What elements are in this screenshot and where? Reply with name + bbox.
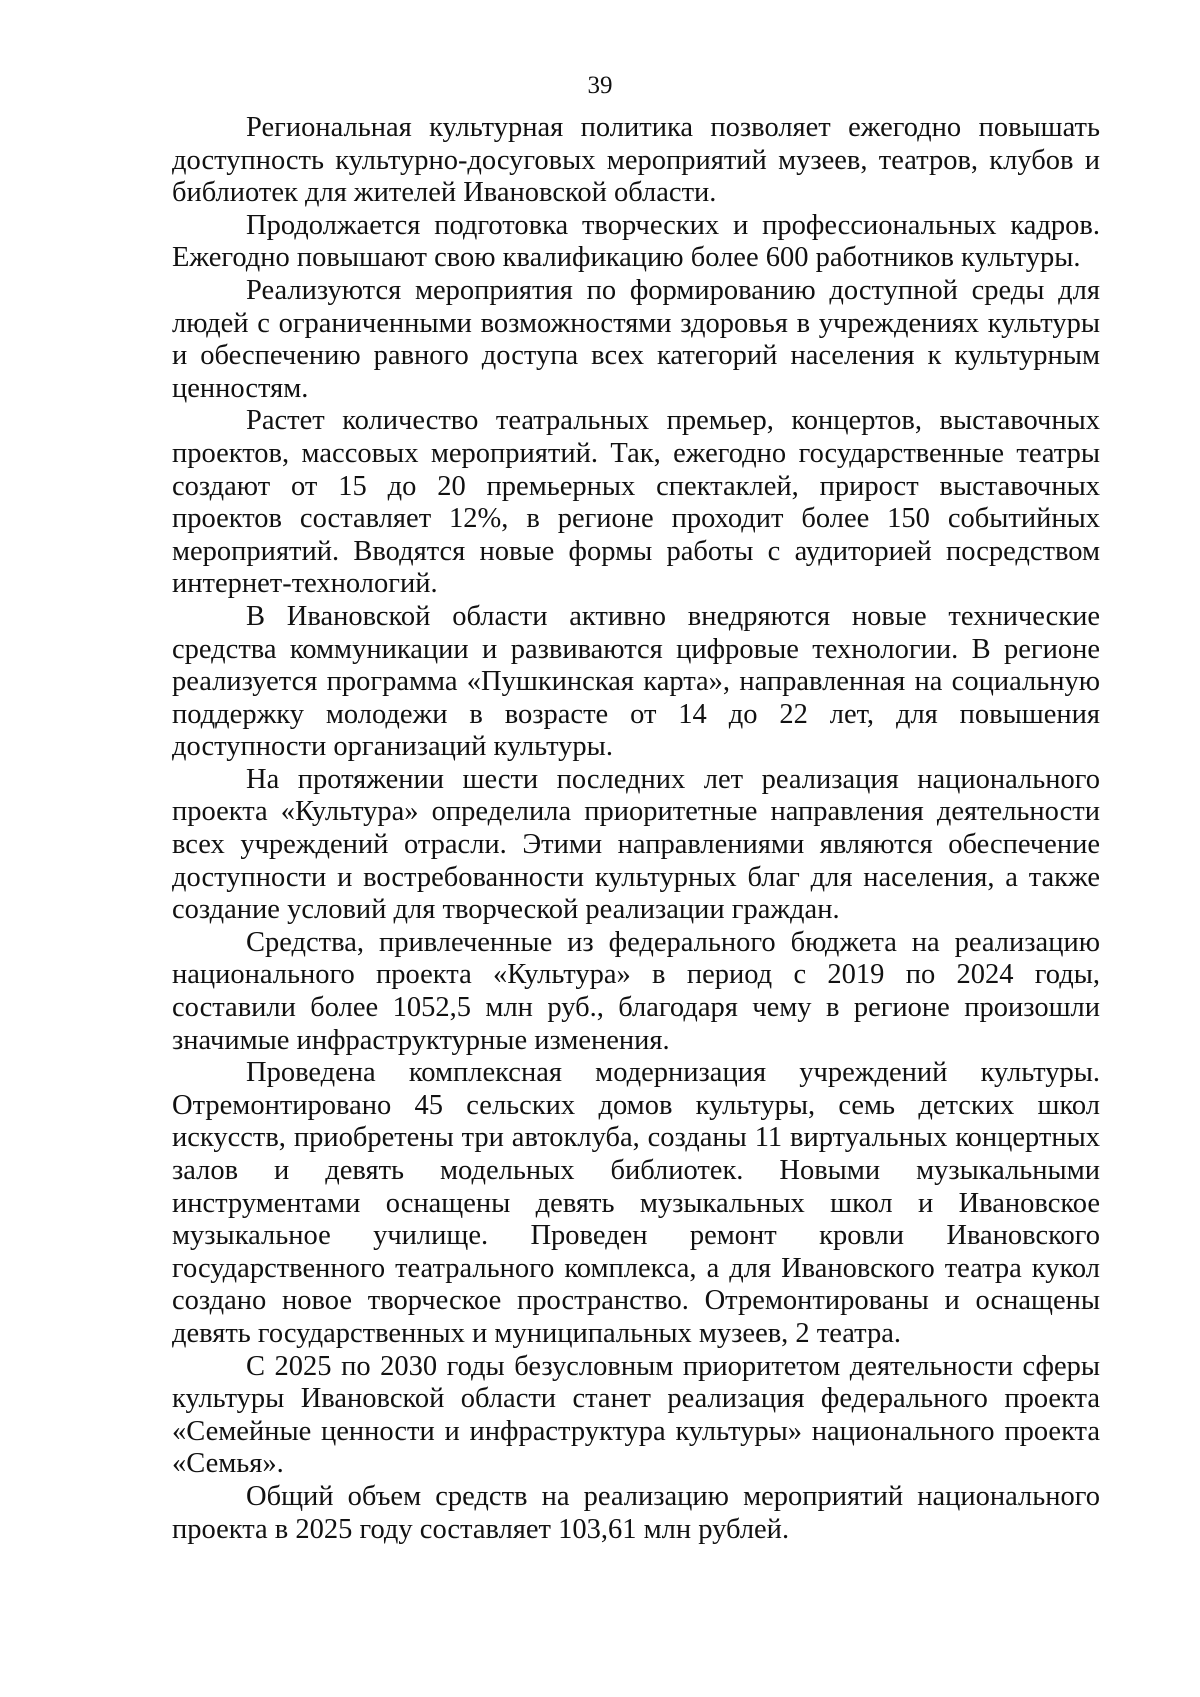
paragraph-2025-budget: Общий объем средств на реализацию мероприятий национального проекта в 2025 году составляет 103,61 млн рублей. (172, 1480, 1100, 1545)
paragraph-cultural-policy: Региональная культурная политика позволяет ежегодно повышать доступность культурно-досуговых мероприятий музеев, театров, клубов и библиотек для жителей Ивановской области. (172, 112, 1100, 209)
paragraph-digital-technologies: В Ивановской области активно внедряются новые технические средства коммуникации и развиваются цифровые технологии. В регионе реализуется программа «Пушкинская карта», направленная на социальную поддержку молодежи в возрасте от 14 до 22 лет, для повышения доступности организаций культуры. (172, 600, 1100, 763)
paragraph-national-project-priorities: На протяжении шести последних лет реализация национального проекта «Культура» определила приоритетные направления деятельности всех учреждений отрасли. Этими направлениями являются обеспечение доступности и востребованности культурных благ для населения, а также создание условий для творческой реализации граждан. (172, 763, 1100, 926)
paragraph-accessible-environment: Реализуются мероприятия по формированию доступной среды для людей с ограниченными возможностями здоровья в учреждениях культуры и обеспечению равного доступа всех категорий населения к культурным ценностям. (172, 274, 1100, 404)
paragraph-staff-training: Продолжается подготовка творческих и профессиональных кадров. Ежегодно повышают свою квалификацию более 600 работников культуры. (172, 209, 1100, 274)
document-body (172, 112, 1100, 1546)
paragraph-premieres-growth: Растет количество театральных премьер, концертов, выставочных проектов, массовых мероприятий. Так, ежегодно государственные театры создают от 15 до 20 премьерных спектаклей, прирост выставочных проектов составляет 12%, в регионе проходит более 150 событийных мероприятий. Вводятся новые формы работы с аудиторией посредством интернет-технологий. (172, 405, 1100, 600)
page-number: 39 (587, 72, 613, 99)
paragraph-federal-funding: Средства, привлеченные из федерального бюджета на реализацию национального проекта «Культура» в период с 2019 по 2024 годы, составили более 1052,5 млн руб., благодаря чему в регионе произошли значимые инфраструктурные изменения. (172, 926, 1100, 1056)
paragraph-2025-2030-priority: С 2025 по 2030 годы безусловным приоритетом деятельности сферы культуры Ивановской области станет реализация федерального проекта «Семейные ценности и инфраструктура культуры» национального проекта «Семья». (172, 1350, 1100, 1480)
paragraph-modernization: Проведена комплексная модернизация учреждений культуры. Отремонтировано 45 сельских домов культуры, семь детских школ искусств, приобретены три автоклуба, созданы 11 виртуальных концертных залов и девять модельных библиотек. Новыми музыкальными инструментами оснащены девять музыкальных школ и Ивановское музыкальное училище. Проведен ремонт кровли Ивановского государственного театрального комплекса, а для Ивановского театра кукол создано новое творческое пространство. Отремонтированы и оснащены девять государственных и муниципальных музеев, 2 театра. (172, 1057, 1100, 1349)
